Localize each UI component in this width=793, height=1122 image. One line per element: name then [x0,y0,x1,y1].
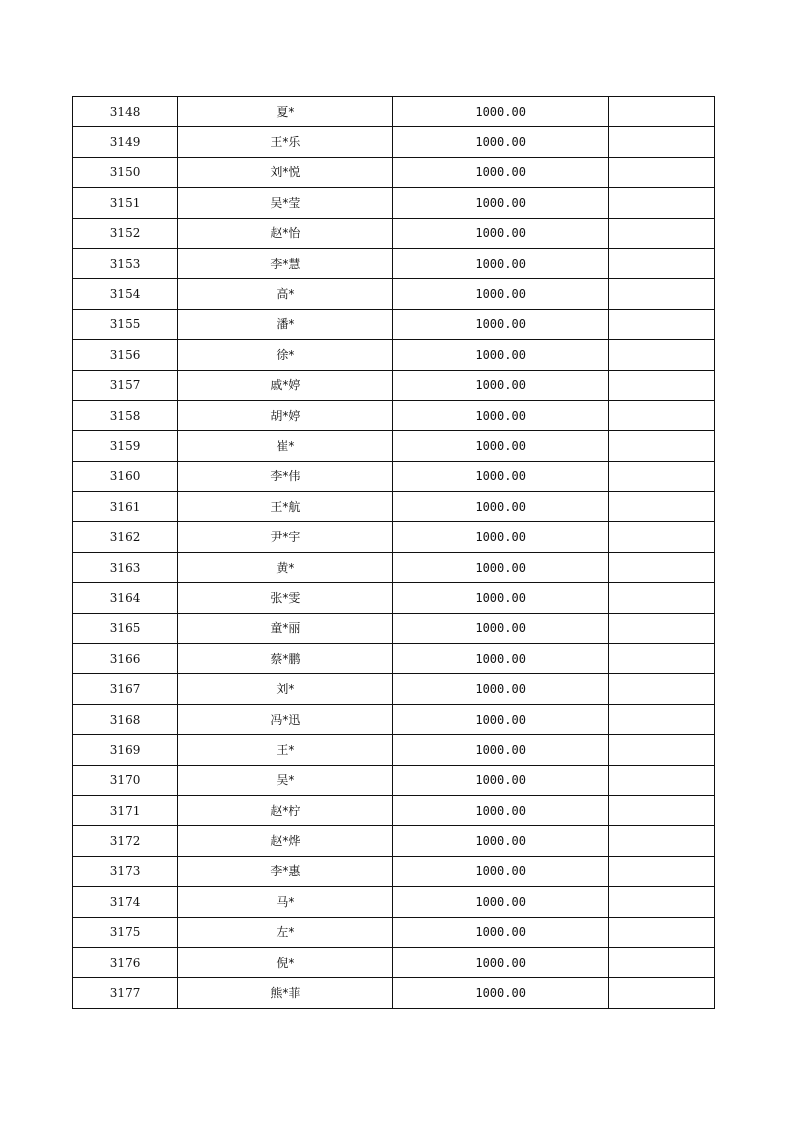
amount-cell: 1000.00 [393,370,608,400]
amount-cell: 1000.00 [393,978,608,1008]
name-cell: 尹*宇 [178,522,393,552]
table-body [73,97,715,1009]
name-cell: 李*惠 [178,856,393,886]
amount-cell: 1000.00 [393,947,608,977]
row-number-cell: 3175 [73,917,178,947]
row-number-cell: 3164 [73,583,178,613]
row-number-cell: 3149 [73,127,178,157]
table-row [73,674,715,704]
amount-cell: 1000.00 [393,218,608,248]
row-number-cell: 3161 [73,492,178,522]
amount-cell: 1000.00 [393,157,608,187]
note-cell [608,583,714,613]
name-cell: 黄* [178,552,393,582]
name-cell: 童*丽 [178,613,393,643]
amount-cell: 1000.00 [393,97,608,127]
amount-cell: 1000.00 [393,552,608,582]
note-cell [608,917,714,947]
table-row [73,461,715,491]
table-row [73,552,715,582]
row-number-cell: 3169 [73,735,178,765]
table-row [73,856,715,886]
row-number-cell: 3163 [73,552,178,582]
note-cell [608,400,714,430]
row-number-cell: 3166 [73,644,178,674]
amount-cell: 1000.00 [393,856,608,886]
name-cell: 吴* [178,765,393,795]
row-number-cell: 3168 [73,704,178,734]
note-cell [608,522,714,552]
name-cell: 高* [178,279,393,309]
data-table [72,96,715,1009]
amount-cell: 1000.00 [393,431,608,461]
note-cell [608,887,714,917]
amount-cell: 1000.00 [393,765,608,795]
row-number-cell: 3167 [73,674,178,704]
note-cell [608,188,714,218]
table-row [73,826,715,856]
row-number-cell: 3174 [73,887,178,917]
amount-cell: 1000.00 [393,795,608,825]
amount-cell: 1000.00 [393,492,608,522]
name-cell: 胡*婷 [178,400,393,430]
row-number-cell: 3173 [73,856,178,886]
row-number-cell: 3152 [73,218,178,248]
table-row [73,279,715,309]
note-cell [608,552,714,582]
amount-cell: 1000.00 [393,704,608,734]
amount-cell: 1000.00 [393,248,608,278]
note-cell [608,309,714,339]
name-cell: 张*雯 [178,583,393,613]
note-cell [608,431,714,461]
amount-cell: 1000.00 [393,522,608,552]
table-row [73,127,715,157]
name-cell: 刘* [178,674,393,704]
name-cell: 马* [178,887,393,917]
row-number-cell: 3155 [73,309,178,339]
table-row [73,370,715,400]
note-cell [608,340,714,370]
note-cell [608,492,714,522]
name-cell: 刘*悦 [178,157,393,187]
note-cell [608,157,714,187]
amount-cell: 1000.00 [393,917,608,947]
note-cell [608,461,714,491]
note-cell [608,947,714,977]
table-row [73,887,715,917]
note-cell [608,978,714,1008]
amount-cell: 1000.00 [393,674,608,704]
note-cell [608,674,714,704]
name-cell: 冯*迅 [178,704,393,734]
note-cell [608,370,714,400]
row-number-cell: 3154 [73,279,178,309]
amount-cell: 1000.00 [393,644,608,674]
name-cell: 徐* [178,340,393,370]
name-cell: 王*航 [178,492,393,522]
table-row [73,704,715,734]
table-row [73,735,715,765]
table-row [73,97,715,127]
row-number-cell: 3176 [73,947,178,977]
row-number-cell: 3159 [73,431,178,461]
table-row [73,431,715,461]
note-cell [608,97,714,127]
row-number-cell: 3157 [73,370,178,400]
note-cell [608,279,714,309]
note-cell [608,248,714,278]
name-cell: 左* [178,917,393,947]
table-row [73,765,715,795]
note-cell [608,765,714,795]
amount-cell: 1000.00 [393,400,608,430]
table-row [73,248,715,278]
amount-cell: 1000.00 [393,613,608,643]
amount-cell: 1000.00 [393,826,608,856]
name-cell: 戚*婷 [178,370,393,400]
note-cell [608,218,714,248]
name-cell: 崔* [178,431,393,461]
note-cell [608,127,714,157]
table-row [73,157,715,187]
name-cell: 王*乐 [178,127,393,157]
table-row [73,978,715,1008]
name-cell: 熊*菲 [178,978,393,1008]
table-row [73,583,715,613]
table-row [73,522,715,552]
table-row [73,644,715,674]
note-cell [608,856,714,886]
name-cell: 赵*柠 [178,795,393,825]
table-row [73,340,715,370]
row-number-cell: 3177 [73,978,178,1008]
note-cell [608,826,714,856]
table-row [73,309,715,339]
row-number-cell: 3162 [73,522,178,552]
name-cell: 王* [178,735,393,765]
row-number-cell: 3148 [73,97,178,127]
row-number-cell: 3150 [73,157,178,187]
note-cell [608,644,714,674]
row-number-cell: 3165 [73,613,178,643]
table-row [73,400,715,430]
amount-cell: 1000.00 [393,279,608,309]
row-number-cell: 3172 [73,826,178,856]
row-number-cell: 3160 [73,461,178,491]
name-cell: 吴*莹 [178,188,393,218]
table-row [73,218,715,248]
name-cell: 蔡*鹏 [178,644,393,674]
name-cell: 赵*怡 [178,218,393,248]
row-number-cell: 3158 [73,400,178,430]
table-row [73,917,715,947]
name-cell: 倪* [178,947,393,977]
table-row [73,492,715,522]
amount-cell: 1000.00 [393,127,608,157]
amount-cell: 1000.00 [393,583,608,613]
row-number-cell: 3171 [73,795,178,825]
amount-cell: 1000.00 [393,461,608,491]
row-number-cell: 3151 [73,188,178,218]
table-row [73,947,715,977]
amount-cell: 1000.00 [393,735,608,765]
name-cell: 潘* [178,309,393,339]
amount-cell: 1000.00 [393,340,608,370]
row-number-cell: 3153 [73,248,178,278]
name-cell: 赵*烨 [178,826,393,856]
table-row [73,795,715,825]
name-cell: 李*慧 [178,248,393,278]
amount-cell: 1000.00 [393,887,608,917]
note-cell [608,704,714,734]
table-row [73,613,715,643]
name-cell: 李*伟 [178,461,393,491]
note-cell [608,735,714,765]
note-cell [608,795,714,825]
table-row [73,188,715,218]
name-cell: 夏* [178,97,393,127]
amount-cell: 1000.00 [393,309,608,339]
row-number-cell: 3156 [73,340,178,370]
note-cell [608,613,714,643]
row-number-cell: 3170 [73,765,178,795]
amount-cell: 1000.00 [393,188,608,218]
